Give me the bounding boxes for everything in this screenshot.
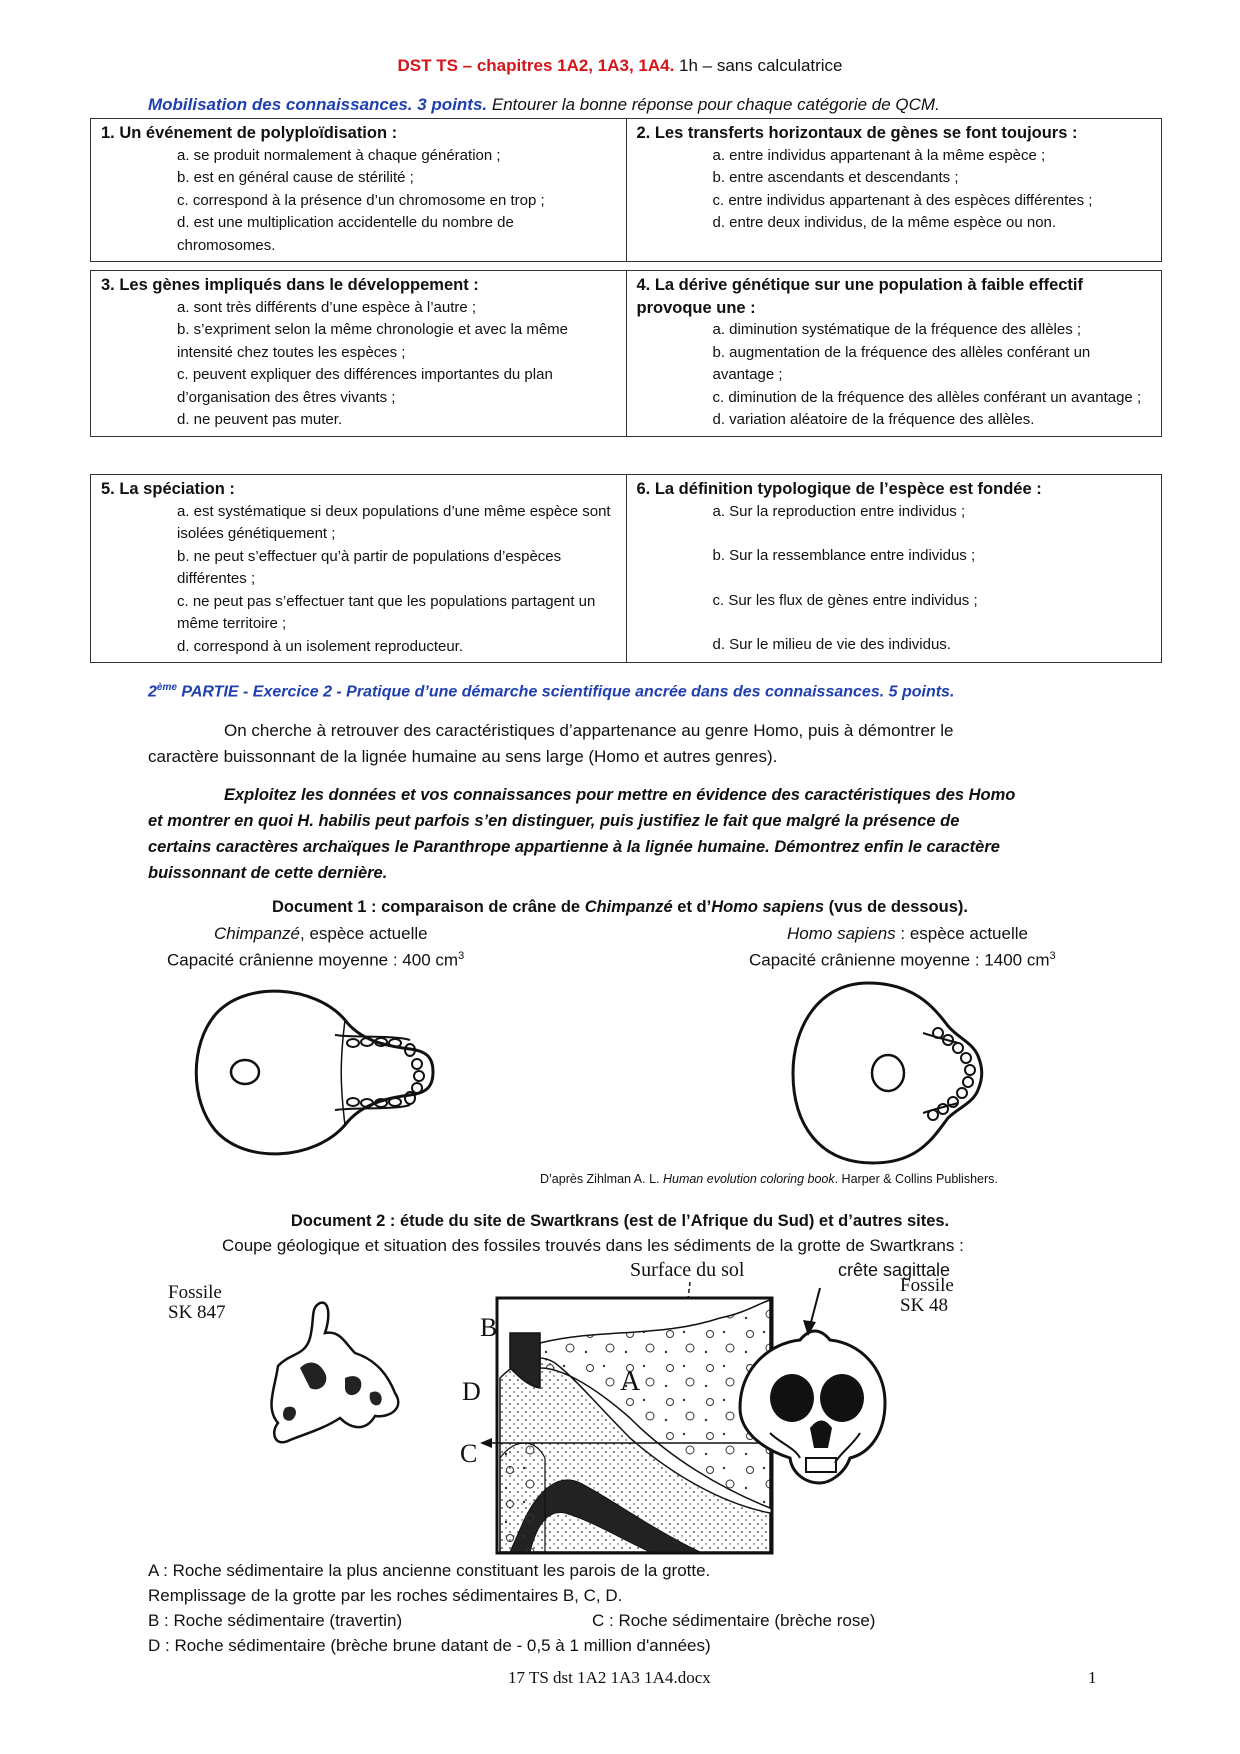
qcm-option[interactable]: d. est une multiplication accidentelle du nombre de chromosomes. (177, 214, 514, 254)
qcm-title: 6. La définition typologique de l’espèce est fondée : (636, 480, 1042, 498)
qcm-option[interactable]: a. se produit normalement à chaque génération ; (177, 146, 501, 164)
qcm-option[interactable]: a. Sur la reproduction entre individus ; (712, 502, 966, 520)
qcm-table-2 (90, 270, 1162, 437)
layer-d-label: D (462, 1377, 481, 1406)
legend-c: C : Roche sédimentaire (brèche rose) (592, 1611, 876, 1630)
layer-c-label: C (460, 1439, 478, 1468)
sapiens-suffix: : espèce actuelle (895, 924, 1028, 943)
qcm-title: 4. La dérive génétique sur une population à faible effectif provoque une : (636, 276, 1083, 317)
part2-sup: ème (156, 682, 177, 693)
qcm-title: 2. Les transferts horizontaux de gènes se font toujours : (636, 124, 1078, 142)
chimp-capacity-text: Capacité crânienne moyenne : 400 cm (167, 950, 459, 970)
doc1-title-c: et d’ (672, 898, 712, 916)
swartkrans-figure (168, 1258, 1100, 1558)
doc1-source-a: D’après Zihlman A. L. (540, 1172, 663, 1186)
layer-a-label: A (620, 1366, 641, 1397)
doc1-source-b: Human evolution coloring book (662, 1172, 835, 1186)
legend-a: A : Roche sédimentaire la plus ancienne constituant les parois de la grotte. (148, 1561, 711, 1580)
qcm-question-2 (626, 119, 1162, 262)
title-bold: DST TS – chapitres 1A2, 1A3, 1A4. (397, 56, 675, 75)
sapiens-caption (787, 924, 1028, 944)
instruction-line-4: buissonnant de cette dernière. (148, 864, 388, 882)
part2-num: 2 (148, 683, 157, 701)
title-rest: 1h – sans calculatrice (674, 56, 843, 75)
sapiens-cube: 3 (1049, 950, 1056, 962)
instruction-line-2: et montrer en quoi H. habilis peut parfois s’en distinguer, puis justifiez le fait que malgré la présence de (148, 812, 960, 830)
qcm-option[interactable]: a. sont très différents d’une espèce à l’autre ; (177, 298, 477, 316)
fossil-sk48-line2: SK 48 (900, 1295, 949, 1316)
qcm-option[interactable]: c. peuvent expliquer des différences importantes du plan d’organisation des êtres vivants ; (177, 366, 553, 406)
qcm-option[interactable]: c. entre individus appartenant à des espèces différentes ; (712, 191, 1093, 209)
qcm-table-3 (90, 474, 1162, 663)
qcm-option[interactable]: b. augmentation de la fréquence des allèles conférant un avantage ; (712, 343, 1091, 383)
qcm-option[interactable]: b. entre ascendants et descendants ; (712, 169, 959, 186)
instruction-line-3: certains caractères archaïques le Paranthrope appartienne à la lignée humaine. Démontrez enfin le caractère (148, 838, 1000, 856)
qcm-option[interactable]: c. ne peut pas s’effectuer tant que les populations partagent un même territoire ; (177, 592, 596, 632)
legend-fill: Remplissage de la grotte par les roches sédimentaires B, C, D. (148, 1586, 623, 1605)
chimp-species: Chimpanzé (214, 924, 300, 943)
doc1-title-b: Chimpanzé (584, 898, 673, 916)
doc1-title-d: Homo sapiens (711, 898, 824, 916)
qcm-option[interactable]: c. Sur les flux de gènes entre individus ; (712, 591, 978, 609)
sapiens-capacity-text: Capacité crânienne moyenne : 1400 cm (749, 950, 1050, 970)
doc1-source (540, 1172, 998, 1186)
mobilisation-bold: Mobilisation des connaissances. 3 points. (148, 95, 488, 114)
qcm-title: 1. Un événement de polyploïdisation : (101, 124, 398, 142)
chimp-skull-figure (195, 980, 475, 1165)
qcm-option[interactable]: a. diminution systématique de la fréquence des allèles ; (712, 321, 1082, 338)
fossil-sk48-line1: Fossile (900, 1275, 954, 1296)
fossil-sk847-line2: SK 847 (168, 1302, 226, 1323)
mobilisation-rest: Entourer la bonne réponse pour chaque catégorie de QCM. (487, 95, 940, 114)
instruction-line-1: Exploitez les données et vos connaissances pour mettre en évidence des caractéristiques des Homo (224, 786, 1016, 804)
qcm-option[interactable]: d. variation aléatoire de la fréquence des allèles. (712, 411, 1035, 428)
qcm-table-1 (90, 118, 1162, 262)
qcm-option[interactable]: d. entre deux individus, de la même espèce ou non. (712, 214, 1057, 231)
doc2-title: Document 2 : étude du site de Swartkrans (est de l’Afrique du Sud) et d’autres sites. (290, 1212, 950, 1230)
mobilisation-instruction (148, 95, 940, 115)
doc1-title-e: (vus de dessous). (824, 898, 968, 916)
qcm-option[interactable]: b. est en général cause de stérilité ; (177, 169, 414, 186)
doc1-source-c: . Harper & Collins Publishers. (834, 1172, 998, 1186)
doc2-subtitle: Coupe géologique et situation des fossiles trouvés dans les sédiments de la grotte de Swartkrans : (222, 1236, 964, 1255)
qcm-question-4 (626, 271, 1162, 437)
qcm-option[interactable]: d. ne peuvent pas muter. (177, 411, 343, 428)
qcm-option[interactable]: a. est systématique si deux populations d’une même espèce sont isolées génétiquement ; (177, 502, 611, 542)
fossil-sk847-line1: Fossile (168, 1282, 222, 1303)
footer-filename: 17 TS dst 1A2 1A3 1A4.docx (508, 1668, 711, 1687)
legend-b: B : Roche sédimentaire (travertin) (148, 1611, 403, 1630)
sapiens-species: Homo sapiens (787, 924, 896, 943)
doc1-title (0, 898, 1240, 917)
qcm-option[interactable]: c. correspond à la présence d’un chromosome en trop ; (177, 191, 545, 209)
sapiens-capacity (749, 950, 1056, 971)
qcm-title: 3. Les gènes impliqués dans le développement : (101, 276, 479, 294)
qcm-question-5 (91, 475, 627, 663)
chimp-capacity (167, 950, 464, 971)
part2-title: PARTIE - Exercice 2 - Pratique d’une démarche scientifique ancrée dans des connaissances. 5 points. (176, 683, 955, 701)
chimp-caption (214, 924, 428, 944)
layer-b-label: B (480, 1313, 498, 1342)
qcm-question-6 (626, 475, 1162, 663)
legend-d: D : Roche sédimentaire (brèche brune datant de - 0,5 à 1 million d'années) (148, 1636, 711, 1655)
chimp-suffix: , espèce actuelle (300, 924, 428, 943)
page-title (0, 56, 1240, 76)
part2-heading (148, 682, 954, 701)
qcm-option[interactable]: b. s’expriment selon la même chronologie et avec la même intensité chez toutes les espèces ; (177, 321, 569, 361)
qcm-option[interactable]: a. entre individus appartenant à la même espèce ; (712, 146, 1046, 164)
qcm-option[interactable]: c. diminution de la fréquence des allèles conférant un avantage ; (712, 388, 1142, 406)
qcm-option[interactable]: d. correspond à un isolement reproducteur. (177, 637, 464, 655)
crest-label: crête sagittale (838, 1260, 951, 1280)
intro-line-1: On cherche à retrouver des caractéristiques d’appartenance au genre Homo, puis à démontrer le (224, 721, 954, 740)
qcm-option[interactable]: b. Sur la ressemblance entre individus ; (712, 547, 976, 564)
qcm-question-1 (91, 119, 627, 262)
intro-line-2: caractère buissonnant de la lignée humaine au sens large (Homo et autres genres). (148, 747, 778, 766)
sapiens-skull-figure (788, 978, 1058, 1168)
qcm-question-3 (91, 271, 627, 437)
chimp-cube: 3 (458, 950, 465, 962)
surface-label: Surface du sol (630, 1259, 745, 1281)
footer-page-number: 1 (1088, 1668, 1097, 1687)
qcm-title: 5. La spéciation : (101, 480, 235, 498)
doc1-title-a: Document 1 : comparaison de crâne de (272, 898, 585, 916)
qcm-option[interactable]: d. Sur le milieu de vie des individus. (712, 636, 951, 653)
qcm-option[interactable]: b. ne peut s’effectuer qu’à partir de populations d’espèces différentes ; (177, 547, 562, 587)
